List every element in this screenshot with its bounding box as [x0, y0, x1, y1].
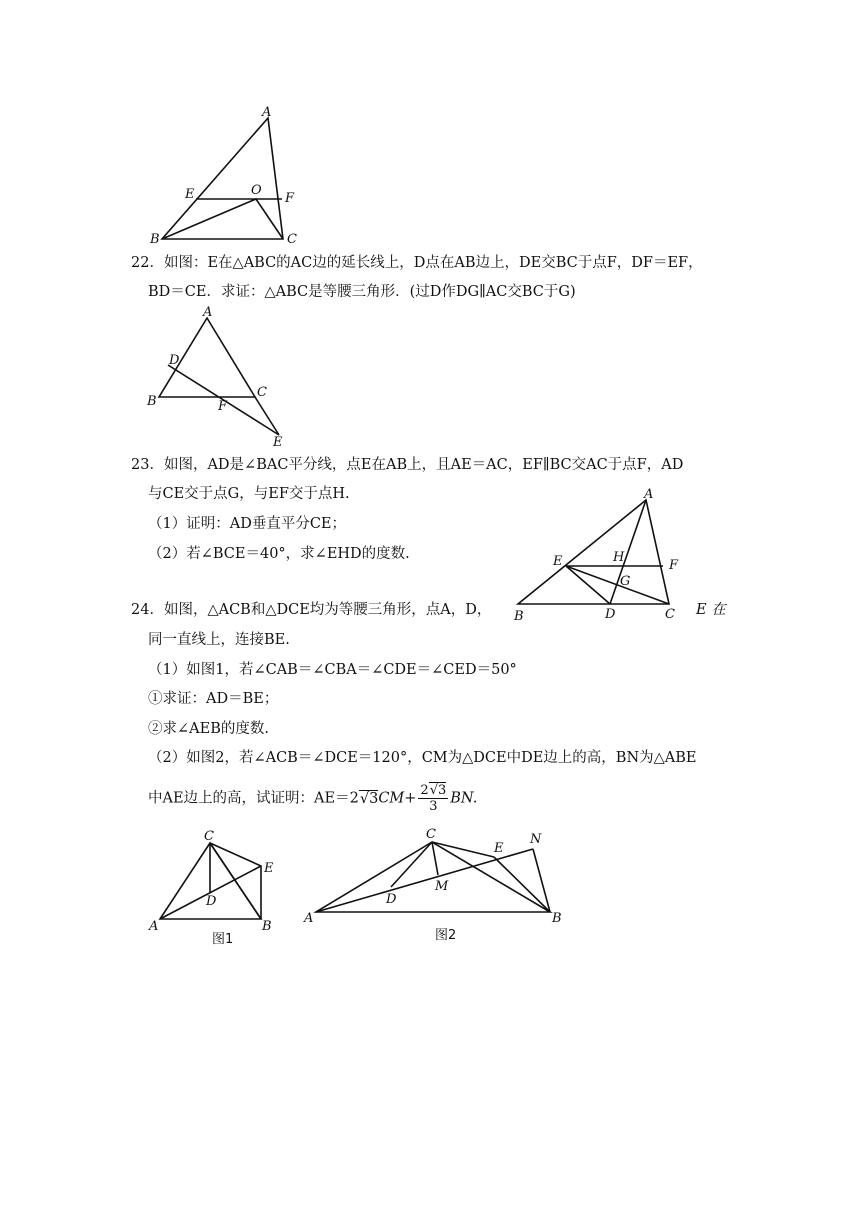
q23-label-b: B — [514, 609, 524, 624]
fig2-caption: 图2 — [435, 928, 457, 943]
q24f2-label-a: A — [304, 911, 314, 926]
label-b: B — [150, 232, 160, 247]
frac-sqrt: 3 — [438, 783, 447, 798]
q24f1-label-c: C — [204, 829, 214, 844]
q22-number: 22． — [131, 255, 164, 271]
q23-line1 — [131, 455, 683, 475]
q22-text1: 如图：E在△ABC的AC边的延长线上，D点在AB边上，DE交BC于点F，DF＝EF， — [163, 255, 703, 271]
q24-part2b — [148, 783, 477, 814]
q23-label-f: F — [669, 558, 679, 573]
q23-label-c: C — [665, 607, 675, 622]
fraction-numerator: 2√3 — [420, 783, 447, 798]
fig1-caption: 图1 — [212, 932, 234, 947]
frac-coef: 2 — [420, 783, 429, 798]
q23-label-d: D — [605, 607, 616, 622]
q24f2-label-b: B — [552, 911, 562, 926]
label-c: C — [287, 232, 297, 247]
q24f2-label-e: E — [494, 841, 504, 856]
q23-part1: （1）证明：AD垂直平分CE； — [148, 516, 347, 532]
q22-label-b: B — [147, 394, 157, 409]
q23-text1: 如图，AD是∠BAC平分线，点E在AB上，且AE＝AC，EF∥BC交AC于点F，AD — [163, 457, 684, 473]
q24f2-label-d: D — [386, 892, 397, 907]
q22-label-e: E — [273, 435, 283, 450]
q24-part1: （1）如图1，若∠CAB＝∠CBA＝∠CDE＝∠CED＝50° — [148, 662, 517, 678]
q23-number: 23． — [131, 457, 164, 473]
sqrt-symbol: √3 — [359, 790, 379, 807]
q24-sub1: ①求证：AD＝BE； — [148, 691, 279, 707]
label-e: E — [185, 187, 195, 202]
q24f1-label-d: D — [206, 894, 217, 909]
q23-label-h: H — [613, 550, 625, 565]
q23-part2: （2）若∠BCE＝40°，求∠EHD的度数. — [148, 546, 410, 562]
label-a: A — [262, 105, 272, 120]
q24-number: 24． — [131, 602, 164, 618]
q23-label-a: A — [644, 487, 654, 502]
q23-label-g: G — [620, 574, 631, 589]
q22-label-d: D — [169, 353, 180, 368]
q22-label-a: A — [203, 305, 213, 320]
q24-cm: CM+ — [378, 790, 417, 807]
q24-text1: 如图，△ACB和△DCE均为等腰三角形，点A，D， — [163, 602, 492, 618]
fraction-denominator: 3 — [429, 799, 438, 814]
q24-line1-end: E 在 — [696, 602, 726, 618]
q24-part2b-text: 中AE边上的高，试证明：AE＝2 — [148, 790, 359, 807]
q24f2-label-c: C — [426, 827, 436, 842]
q22-line2: BD＝CE．求证：△ABC是等腰三角形．(过D作DG∥AC交BC于G) — [148, 284, 576, 300]
q24-bn: BN. — [450, 790, 478, 807]
q24f1-label-a: A — [149, 919, 159, 934]
q24f1-label-b: B — [262, 919, 272, 934]
sqrt-content: 3 — [369, 790, 379, 807]
q24-line1 — [131, 600, 491, 620]
q22-label-f: F — [218, 399, 228, 414]
q24f1-label-e: E — [264, 861, 274, 876]
q24-sub2: ②求∠AEB的度数. — [148, 721, 269, 737]
q24-part2: （2）如图2，若∠ACB＝∠DCE＝120°，CM为△DCE中DE边上的高，BN为△ABE — [148, 750, 697, 766]
label-f: F — [285, 191, 295, 206]
q24f2-label-n: N — [530, 832, 542, 847]
q24-line2: 同一直线上，连接BE. — [148, 632, 290, 648]
q24f2-label-m: M — [435, 879, 449, 894]
q22-label-c: C — [257, 385, 267, 400]
fraction — [418, 783, 448, 814]
q22-line1 — [131, 253, 703, 273]
q23-label-e: E — [553, 554, 563, 569]
label-o: O — [251, 183, 262, 198]
q23-line2: 与CE交于点G，与EF交于点H. — [148, 486, 350, 502]
